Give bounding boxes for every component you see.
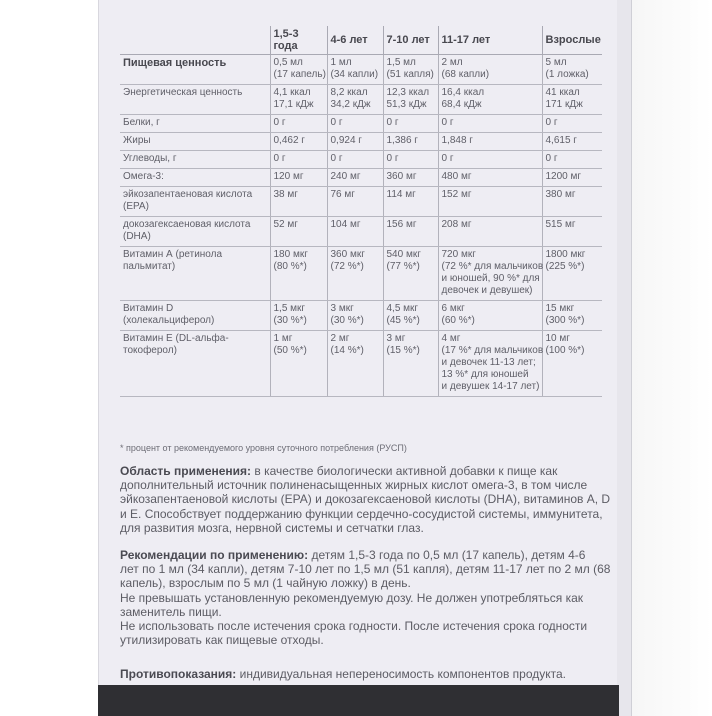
cell-line: (100 %*) (545, 345, 585, 356)
table-row (120, 55, 602, 85)
table-cell (542, 115, 602, 133)
cell-line: 156 мг (386, 219, 417, 230)
cell-line: 0 г (545, 153, 558, 164)
table-cell (327, 331, 383, 397)
cell-line: 0,5 мл (273, 57, 303, 68)
recommendations-first-line (120, 548, 600, 562)
cell-line: 120 мг (273, 171, 304, 182)
table-cell (270, 187, 327, 217)
row-label: Витамин D (холекальциферол) (120, 301, 270, 331)
cell-line: (17 %* для мальчиков (441, 345, 544, 356)
table-cell (270, 55, 327, 85)
table-cell (327, 187, 383, 217)
cell-line: 12,3 ккал (386, 87, 430, 98)
cell-line: (30 %*) (330, 315, 364, 326)
background-shade (632, 0, 712, 716)
table-row (120, 133, 602, 151)
table-cell (270, 151, 327, 169)
cell-line: 6 мкг (441, 303, 465, 314)
cell-line: 4 мг (441, 333, 461, 344)
recommendations-line: Не использовать после истечения срока годности. После истечения срока годности (120, 619, 588, 634)
recommendations-line: Не превышать установленную рекомендуемую дозу. Не должен употребляться как (120, 590, 584, 605)
table-row (120, 151, 602, 169)
row-label: Белки, г (120, 115, 270, 133)
table-cell (270, 85, 327, 115)
cell-line: 1 мл (330, 57, 352, 68)
cell-line: 8,2 ккал (330, 87, 368, 98)
cell-line: 0 г (545, 117, 558, 128)
table-cell (383, 217, 438, 247)
table-row (120, 301, 602, 331)
row-label: Омега-3: (120, 169, 270, 187)
table-cell (383, 187, 438, 217)
cell-line: 0 г (386, 117, 399, 128)
table-cell (438, 247, 542, 301)
cell-line: 41 ккал (545, 87, 580, 98)
cell-line: 4,5 мкг (386, 303, 419, 314)
table-cell (542, 151, 602, 169)
application-label: Область применения: (120, 464, 252, 478)
table-cell (327, 85, 383, 115)
cell-line: 0 г (330, 117, 343, 128)
table-cell (270, 133, 327, 151)
cell-line: 1800 мкг (545, 249, 586, 260)
table-cell (383, 115, 438, 133)
cell-line: (45 %*) (386, 315, 420, 326)
table-cell (438, 133, 542, 151)
table-cell (438, 151, 542, 169)
cell-line: 4,615 г (545, 135, 577, 146)
cell-line: 4,1 ккал (273, 87, 311, 98)
row-label: докозагексаеновая кислота (DHA) (120, 217, 270, 247)
cell-line: 180 мкг (273, 249, 308, 260)
cell-line: (14 %*) (330, 345, 364, 356)
row-label: Витамин А (ретинола пальмитат) (120, 247, 270, 301)
cell-line: 0,924 г (330, 135, 362, 146)
cell-line: (15 %*) (386, 345, 420, 356)
cell-line: 1,848 г (441, 135, 473, 146)
cell-line: (51 капля) (386, 69, 434, 80)
table-cell (542, 55, 602, 85)
cell-line: 3 мг (386, 333, 406, 344)
row-label: эйкозапентаеновая кислота (EPA) (120, 187, 270, 217)
cell-line: (72 %*) (330, 261, 364, 272)
table-cell (383, 247, 438, 301)
header-empty (120, 26, 270, 55)
cell-line: 0 г (441, 117, 454, 128)
cell-line: (80 %*) (273, 261, 307, 272)
cell-line: 0,462 г (273, 135, 305, 146)
cell-line: 360 мг (386, 171, 417, 182)
row-label: Пищевая ценность (120, 55, 270, 85)
header-age-1-5-3: 1,5-3 года (270, 26, 327, 55)
table-row (120, 187, 602, 217)
contraindications-section (120, 667, 600, 681)
cell-line: 152 мг (441, 189, 472, 200)
table-cell (327, 151, 383, 169)
cell-line: (68 капли) (441, 69, 490, 80)
cell-line: 16,4 ккал (441, 87, 485, 98)
table-cell (327, 133, 383, 151)
cell-line: 0 г (330, 153, 343, 164)
application-line: эйкозапентаеновой кислоты (EPA) и докозагексаеновой кислоты (DHA), витаминов А, D (120, 492, 611, 507)
table-cell (270, 217, 327, 247)
table-cell (270, 115, 327, 133)
table-row (120, 331, 602, 397)
table-cell (383, 301, 438, 331)
application-line: дополнительный источник полиненасыщенных жирных кислот омега-3, в том числе (120, 478, 588, 493)
row-label: Энергетическая ценность (120, 85, 270, 115)
cell-line: 171 кДж (545, 99, 583, 110)
cell-line: 720 мкг (441, 249, 476, 260)
table-cell (327, 169, 383, 187)
nutrition-table (120, 26, 602, 397)
table-cell (542, 247, 602, 301)
cell-line: 5 мл (545, 57, 567, 68)
cell-line: (50 %*) (273, 345, 307, 356)
table-cell (438, 169, 542, 187)
bottom-dark-band (98, 685, 619, 716)
recommendations-label: Рекомендации по применению: (120, 548, 309, 562)
cell-line: 0 г (441, 153, 454, 164)
table-cell (383, 133, 438, 151)
table-cell (542, 85, 602, 115)
table-cell (542, 217, 602, 247)
cell-line: 38 мг (273, 189, 298, 200)
table-cell (270, 247, 327, 301)
table-cell (438, 115, 542, 133)
cell-line: 0 г (273, 117, 286, 128)
cell-line: 540 мкг (386, 249, 421, 260)
table-cell (270, 301, 327, 331)
table-cell (542, 187, 602, 217)
cell-line: (300 %*) (545, 315, 585, 326)
cell-line: 3 мкг (330, 303, 354, 314)
cell-line: 52 мг (273, 219, 298, 230)
table-cell (327, 301, 383, 331)
cell-line: и девушек 14-17 лет) (441, 381, 540, 392)
cell-line: 17,1 кДж (273, 99, 314, 110)
table-body (120, 55, 602, 397)
table-cell (542, 331, 602, 397)
table-row (120, 247, 602, 301)
cell-line: 2 мг (330, 333, 350, 344)
application-line: для развития мозга, нервной системы и сетчатки глаз. (120, 520, 424, 535)
cell-line: и девочек 11-13 лет; (441, 357, 536, 368)
recommendations-line: капель), взрослым по 5 мл (1 чайную ложку) в день. (120, 576, 411, 591)
cell-line: (60 %*) (441, 315, 475, 326)
application-first-line (120, 464, 600, 478)
cell-line: и юношей, 90 %* для (441, 273, 540, 284)
cell-line: 480 мг (441, 171, 472, 182)
cell-line: 51,3 кДж (386, 99, 427, 110)
table-cell (542, 301, 602, 331)
cell-line: (72 %* для мальчиков (441, 261, 544, 272)
recommendations-line: заменитель пищи. (120, 604, 222, 619)
table-header-row (120, 26, 602, 55)
table-cell (327, 55, 383, 85)
table-cell (438, 217, 542, 247)
contraindications-label: Противопоказания: (120, 667, 237, 681)
header-adults: Взрослые (542, 26, 602, 55)
row-label: Углеводы, г (120, 151, 270, 169)
cell-line: (77 %*) (386, 261, 420, 272)
cell-line: 1200 мг (545, 171, 582, 182)
header-age-11-17: 11-17 лет (438, 26, 542, 55)
recommendations-line: лет по 1 мл (34 капли), детям 7-10 лет по 1,5 мл (51 капля), детям 11-17 лет по 2 мл (68 (120, 562, 611, 577)
cell-line: 68,4 кДж (441, 99, 482, 110)
table-cell (542, 169, 602, 187)
cell-line: 15 мкг (545, 303, 575, 314)
table-cell (270, 331, 327, 397)
table-row (120, 169, 602, 187)
recommendations-line: детям 1,5-3 года по 0,5 мл (17 капель), детям 4-6 (308, 548, 586, 562)
cell-line: (34 капли) (330, 69, 379, 80)
cell-line: 380 мг (545, 189, 576, 200)
table-cell (438, 331, 542, 397)
cell-line: 1,386 г (386, 135, 418, 146)
table-row (120, 85, 602, 115)
row-label: Жиры (120, 133, 270, 151)
cell-line: 76 мг (330, 189, 355, 200)
cell-line: 0 г (386, 153, 399, 164)
contraindications-text: индивидуальная непереносимость компонентов продукта. (236, 667, 566, 681)
table-cell (438, 187, 542, 217)
table-cell (327, 217, 383, 247)
application-line: и Е. Способствует поддержанию функции сердечно-сосудистой системы, иммунитета, (120, 506, 603, 521)
contraindications-line (120, 667, 600, 681)
cell-line: 1,5 мл (386, 57, 416, 68)
application-section (120, 464, 611, 535)
cell-line: 515 мг (545, 219, 576, 230)
cell-line: (1 ложка) (545, 69, 589, 80)
table-row (120, 217, 602, 247)
table-cell (438, 85, 542, 115)
cell-line: 360 мкг (330, 249, 365, 260)
cell-line: 2 мл (441, 57, 463, 68)
recommendations-section (120, 548, 611, 648)
header-age-7-10: 7-10 лет (383, 26, 438, 55)
cell-line: 13 %* для юношей (441, 369, 529, 380)
table-cell (327, 247, 383, 301)
recommendations-line: утилизировать как пищевые отходы. (120, 633, 324, 648)
cell-line: (17 капель) (273, 69, 326, 80)
cell-line: 114 мг (386, 189, 416, 200)
table-cell (383, 331, 438, 397)
footnote: * процент от рекомендуемого уровня суточного потребления (РУСП) (120, 443, 407, 453)
table-cell (383, 169, 438, 187)
table-row (120, 115, 602, 133)
cell-line: девочек и девушек) (441, 285, 533, 296)
cell-line: (30 %*) (273, 315, 307, 326)
table-cell (383, 55, 438, 85)
cell-line: 1 мг (273, 333, 293, 344)
cell-line: 208 мг (441, 219, 472, 230)
table-cell (383, 151, 438, 169)
table-cell (438, 55, 542, 85)
table-cell (383, 85, 438, 115)
cell-line: 10 мг (545, 333, 570, 344)
table-cell (327, 115, 383, 133)
application-line: в качестве биологически активной добавки к пище как (251, 464, 558, 478)
cell-line: (225 %*) (545, 261, 585, 272)
cell-line: 34,2 кДж (330, 99, 371, 110)
cell-line: 104 мг (330, 219, 361, 230)
row-label: Витамин Е (DL-альфа-токоферол) (120, 331, 270, 397)
cell-line: 240 мг (330, 171, 361, 182)
package-edge (617, 0, 632, 716)
header-age-4-6: 4-6 лет (327, 26, 383, 55)
cell-line: 1,5 мкг (273, 303, 306, 314)
table-cell (438, 301, 542, 331)
table-cell (542, 133, 602, 151)
table-cell (270, 169, 327, 187)
cell-line: 0 г (273, 153, 286, 164)
